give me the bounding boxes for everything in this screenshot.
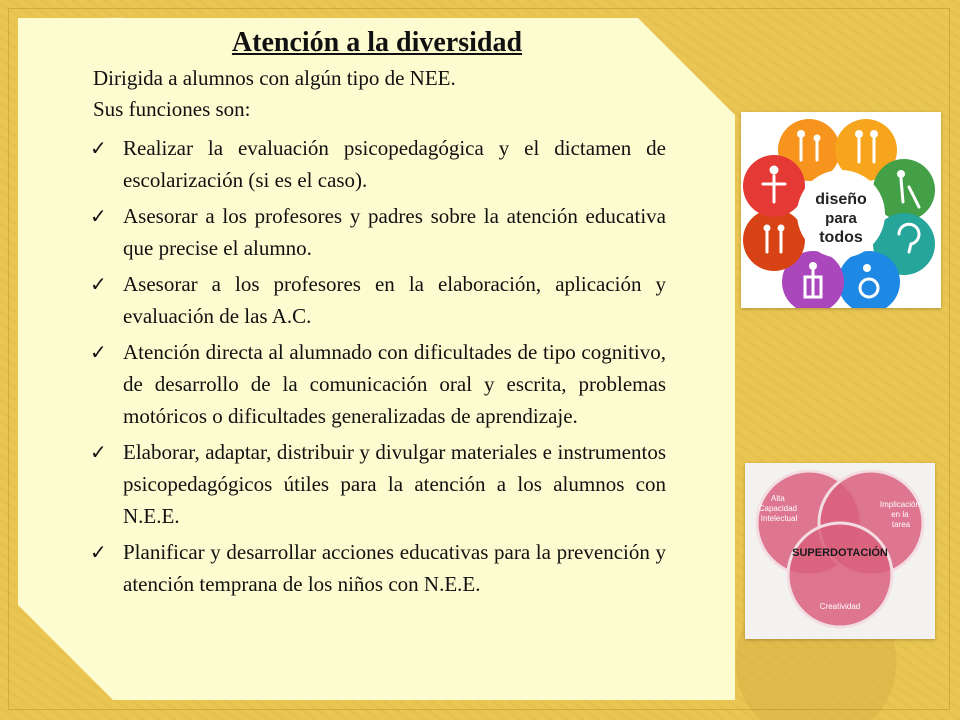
list-item-text: Planificar y desarrollar acciones educativas para la prevención y atención temprana de los niños con N.E.E. bbox=[123, 540, 666, 596]
functions-heading: Sus funciones son: bbox=[93, 97, 251, 121]
list-item-text: Elaborar, adaptar, distribuir y divulgar materiales e instrumentos psicopedagógicos útiles para la atención a los alumnos con N.E.E. bbox=[123, 440, 666, 528]
checkmark-icon: ✓ bbox=[90, 440, 107, 464]
checkmark-icon: ✓ bbox=[90, 136, 107, 160]
list-item-text: Realizar la evaluación psicopedagógica y el dictamen de escolarización (si es el caso). bbox=[123, 136, 666, 192]
design-label-1: diseño bbox=[815, 191, 867, 208]
design-label-3: todos bbox=[819, 229, 863, 246]
list-item bbox=[88, 132, 666, 196]
list-item bbox=[88, 436, 666, 532]
design-label-2: para bbox=[825, 210, 857, 227]
checkmark-icon: ✓ bbox=[90, 204, 107, 228]
list-item-text: Atención directa al alumnado con dificultades de tipo cognitivo, de desarrollo de la comunicación oral y escrita, problemas motóricos o dificultades generalizadas de aprendizaje. bbox=[123, 340, 666, 428]
giftedness-venn-image bbox=[745, 463, 935, 639]
list-item bbox=[88, 336, 666, 432]
list-item-text: Asesorar a los profesores y padres sobre la atención educativa que precise el alumno. bbox=[123, 204, 666, 260]
list-item bbox=[88, 268, 666, 332]
venn-label-task: Implicación en la tarea bbox=[879, 500, 920, 529]
checkmark-icon: ✓ bbox=[90, 272, 107, 296]
design-for-all-image bbox=[741, 112, 941, 308]
list-item-text: Asesorar a los profesores en la elaboración, aplicación y evaluación de las A.C. bbox=[123, 272, 666, 328]
checkmark-icon: ✓ bbox=[90, 540, 107, 564]
checkmark-icon: ✓ bbox=[90, 340, 107, 364]
venn-label-intelligence: Alta Capacidad Intelectual bbox=[758, 494, 798, 523]
venn-label-creativity: Creatividad bbox=[819, 602, 861, 611]
functions-list bbox=[88, 132, 666, 604]
circle-group-icon bbox=[743, 209, 805, 271]
intro-text: Dirigida a alumnos con algún tipo de NEE. bbox=[93, 66, 456, 90]
venn-circle-creativity bbox=[788, 523, 892, 627]
list-item bbox=[88, 200, 666, 264]
list-item bbox=[88, 536, 666, 600]
venn-center-label: SUPERDOTACIÓN bbox=[792, 547, 888, 559]
page-title: Atención a la diversidad bbox=[231, 27, 523, 58]
